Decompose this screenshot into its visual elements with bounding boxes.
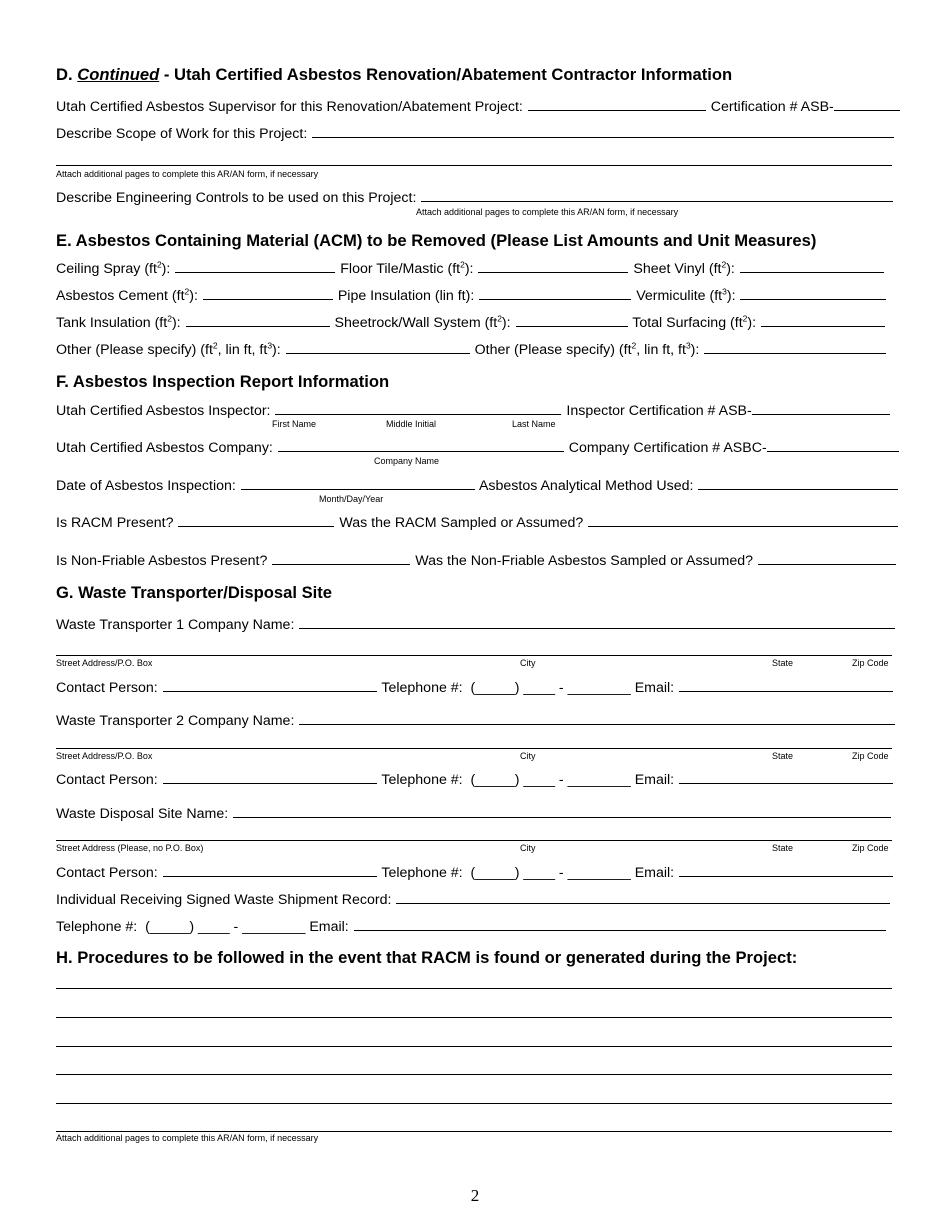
section-d-continued: Continued bbox=[77, 65, 160, 84]
tank-insulation-field[interactable] bbox=[186, 314, 330, 327]
scope-line-2[interactable] bbox=[56, 165, 892, 166]
transporter-2-telephone-field[interactable]: (_____) ____ - ________ bbox=[470, 772, 631, 788]
receiver-row bbox=[56, 890, 894, 910]
disposal-contact-field[interactable] bbox=[163, 864, 377, 877]
nonfriable-row bbox=[56, 551, 894, 571]
other-1-field[interactable] bbox=[286, 341, 470, 354]
inspector-label: Utah Certified Asbestos Inspector: bbox=[56, 403, 271, 419]
transporter-2-field[interactable] bbox=[299, 712, 895, 725]
date-row bbox=[56, 476, 894, 496]
transporter-2-row bbox=[56, 711, 894, 731]
acm-row-1 bbox=[56, 259, 894, 279]
company-row bbox=[56, 438, 894, 458]
disposal-city-caption: City bbox=[520, 843, 536, 853]
cert-field[interactable] bbox=[834, 98, 900, 111]
transporter-1-telephone-field[interactable]: (_____) ____ - ________ bbox=[470, 680, 631, 696]
floor-tile-label: Floor Tile/Mastic $(ft^2)$: bbox=[340, 259, 474, 277]
asbestos-cement-label: Asbestos Cement $(ft^2)$: bbox=[56, 286, 198, 304]
ceiling-spray-label: Ceiling Spray $(ft^2)$: bbox=[56, 259, 171, 277]
receiver-telephone-label: Telephone #: bbox=[56, 919, 138, 935]
total-surfacing-field[interactable] bbox=[761, 314, 885, 327]
nonfriable-present-field[interactable] bbox=[272, 552, 410, 565]
engineering-field[interactable] bbox=[421, 189, 893, 202]
engineering-row bbox=[56, 188, 894, 208]
scope-label: Describe Scope of Work for this Project: bbox=[56, 126, 308, 142]
section-f-heading: F. Asbestos Inspection Report Information bbox=[56, 372, 390, 391]
disposal-street-caption: Street Address (Please, no P.O. Box) bbox=[56, 843, 204, 853]
asbestos-cement-field[interactable] bbox=[203, 287, 333, 300]
transporter-1-zip-caption: Zip Code bbox=[852, 658, 889, 668]
engineering-attach-note: Attach additional pages to complete this AR/AN form, if necessary bbox=[416, 207, 679, 217]
transporter-2-contact-row bbox=[56, 770, 894, 790]
nonfriable-present-label: Is Non-Friable Asbestos Present? bbox=[56, 553, 268, 569]
inspector-cert-field[interactable] bbox=[752, 402, 890, 415]
company-cert-field[interactable] bbox=[767, 439, 899, 452]
transporter-2-address-line[interactable] bbox=[56, 748, 892, 749]
date-format-caption: Month/Day/Year bbox=[319, 494, 384, 504]
company-name-caption: Company Name bbox=[374, 456, 440, 466]
transporter-2-street-caption: Street Address/P.O. Box bbox=[56, 751, 153, 761]
pipe-insulation-label: Pipe Insulation (lin ft): bbox=[337, 288, 475, 304]
section-d-title: - Utah Certified Asbestos Renovation/Abatement Contractor Information bbox=[163, 65, 733, 84]
section-g-heading: G. Waste Transporter/Disposal Site bbox=[56, 583, 333, 602]
transporter-2-zip-caption: Zip Code bbox=[852, 751, 889, 761]
disposal-telephone-label: Telephone #: bbox=[381, 865, 463, 881]
pipe-insulation-field[interactable] bbox=[479, 287, 631, 300]
procedures-line-2[interactable] bbox=[56, 1017, 892, 1018]
procedures-line-3[interactable] bbox=[56, 1046, 892, 1047]
acm-row-4 bbox=[56, 340, 894, 360]
last-name-caption: Last Name bbox=[512, 419, 556, 429]
vermiculite-label: Vermiculite $(ft^3)$: bbox=[636, 286, 736, 304]
section-h-heading: H. Procedures to be followed in the event that RACM is found or generated during the Project: bbox=[56, 948, 798, 967]
transporter-2-contact-field[interactable] bbox=[163, 771, 377, 784]
transporter-2-email-field[interactable] bbox=[679, 771, 893, 784]
disposal-state-caption: State bbox=[772, 843, 794, 853]
transporter-1-contact-label: Contact Person: bbox=[56, 680, 158, 696]
transporter-1-email-field[interactable] bbox=[679, 679, 893, 692]
floor-tile-field[interactable] bbox=[478, 260, 628, 273]
receiver-email-label: Email: bbox=[309, 919, 349, 935]
method-field[interactable] bbox=[698, 477, 898, 490]
scope-row bbox=[56, 124, 894, 144]
method-label: Asbestos Analytical Method Used: bbox=[478, 478, 694, 494]
receiver-email-field[interactable] bbox=[354, 918, 886, 931]
transporter-2-label: Waste Transporter 2 Company Name: bbox=[56, 713, 295, 729]
company-field[interactable] bbox=[278, 439, 564, 452]
disposal-contact-label: Contact Person: bbox=[56, 865, 158, 881]
disposal-email-label: Email: bbox=[634, 865, 675, 881]
receiver-contact-row bbox=[56, 917, 894, 937]
section-e-heading: E. Asbestos Containing Material (ACM) to be Removed (Please List Amounts and Unit Measures) bbox=[56, 231, 817, 250]
vermiculite-field[interactable] bbox=[740, 287, 886, 300]
transporter-1-label: Waste Transporter 1 Company Name: bbox=[56, 617, 295, 633]
sheetrock-field[interactable] bbox=[516, 314, 628, 327]
other-2-label: Other (Please specify) ($ft^2$, lin ft, $ft^3$): bbox=[474, 340, 700, 358]
acm-row-3 bbox=[56, 313, 894, 333]
sheet-vinyl-label: Sheet Vinyl $(ft^2)$: bbox=[633, 259, 735, 277]
supervisor-field[interactable] bbox=[528, 98, 706, 111]
procedures-line-5[interactable] bbox=[56, 1103, 892, 1104]
transporter-1-contact-field[interactable] bbox=[163, 679, 377, 692]
disposal-telephone-field[interactable]: (_____) ____ - ________ bbox=[470, 865, 631, 881]
other-2-field[interactable] bbox=[704, 341, 886, 354]
sheetrock-label: Sheetrock/Wall System $(ft^2)$: bbox=[334, 313, 511, 331]
procedures-line-1[interactable] bbox=[56, 988, 892, 989]
nonfriable-sampled-label: Was the Non-Friable Asbestos Sampled or Assumed? bbox=[415, 553, 754, 569]
tank-insulation-label: Tank Insulation $(ft^2)$: bbox=[56, 313, 181, 331]
disposal-zip-caption: Zip Code bbox=[852, 843, 889, 853]
racm-sampled-label: Was the RACM Sampled or Assumed? bbox=[339, 515, 584, 531]
procedures-line-6[interactable] bbox=[56, 1131, 892, 1132]
racm-present-field[interactable] bbox=[178, 514, 334, 527]
transporter-1-address-line[interactable] bbox=[56, 655, 892, 656]
transporter-1-contact-row bbox=[56, 678, 894, 698]
page-number: 2 bbox=[470, 1186, 480, 1205]
racm-present-label: Is RACM Present? bbox=[56, 515, 174, 531]
nonfriable-sampled-field[interactable] bbox=[758, 552, 896, 565]
ceiling-spray-field[interactable] bbox=[175, 260, 335, 273]
inspector-row bbox=[56, 401, 894, 421]
transporter-2-email-label: Email: bbox=[634, 772, 675, 788]
disposal-address-line[interactable] bbox=[56, 840, 892, 841]
total-surfacing-label: Total Surfacing $(ft^2)$: bbox=[632, 313, 757, 331]
scope-field[interactable] bbox=[312, 125, 894, 138]
engineering-label: Describe Engineering Controls to be used on this Project: bbox=[56, 190, 417, 206]
transporter-2-state-caption: State bbox=[772, 751, 794, 761]
disposal-field[interactable] bbox=[233, 805, 891, 818]
receiver-label: Individual Receiving Signed Waste Shipment Record: bbox=[56, 892, 392, 908]
section-d-letter: D. bbox=[56, 65, 73, 84]
date-field[interactable] bbox=[241, 477, 475, 490]
cert-label: Certification # ASB- bbox=[710, 99, 834, 115]
transporter-1-row bbox=[56, 615, 894, 635]
procedures-attach-note: Attach additional pages to complete this AR/AN form, if necessary bbox=[56, 1133, 319, 1143]
middle-initial-caption: Middle Initial bbox=[386, 419, 437, 429]
transporter-1-email-label: Email: bbox=[634, 680, 675, 696]
disposal-row bbox=[56, 804, 894, 824]
transporter-1-telephone-label: Telephone #: bbox=[381, 680, 463, 696]
scope-attach-note: Attach additional pages to complete this AR/AN form, if necessary bbox=[56, 169, 319, 179]
inspector-cert-label: Inspector Certification # ASB- bbox=[566, 403, 752, 419]
other-1-label: Other (Please specify) ($ft^2$, lin ft, $ft^3$): bbox=[56, 340, 281, 358]
company-cert-label: Company Certification # ASBC- bbox=[568, 440, 767, 456]
transporter-1-city-caption: City bbox=[520, 658, 536, 668]
inspector-name-field[interactable] bbox=[275, 402, 561, 415]
transporter-2-contact-label: Contact Person: bbox=[56, 772, 158, 788]
date-label: Date of Asbestos Inspection: bbox=[56, 478, 236, 494]
sheet-vinyl-field[interactable] bbox=[740, 260, 884, 273]
receiver-field[interactable] bbox=[396, 891, 890, 904]
company-label: Utah Certified Asbestos Company: bbox=[56, 440, 273, 456]
transporter-1-field[interactable] bbox=[299, 616, 895, 629]
supervisor-row bbox=[56, 97, 894, 117]
transporter-1-street-caption: Street Address/P.O. Box bbox=[56, 658, 153, 668]
disposal-label: Waste Disposal Site Name: bbox=[56, 806, 229, 822]
receiver-telephone-field[interactable]: (_____) ____ - ________ bbox=[145, 919, 306, 935]
transporter-2-city-caption: City bbox=[520, 751, 536, 761]
procedures-line-4[interactable] bbox=[56, 1074, 892, 1075]
supervisor-label: Utah Certified Asbestos Supervisor for this Renovation/Abatement Project: bbox=[56, 99, 523, 115]
section-d-heading bbox=[56, 64, 732, 86]
disposal-contact-row bbox=[56, 863, 894, 883]
disposal-email-field[interactable] bbox=[679, 864, 893, 877]
acm-row-2 bbox=[56, 286, 894, 306]
racm-row bbox=[56, 513, 894, 533]
transporter-2-telephone-label: Telephone #: bbox=[381, 772, 463, 788]
racm-sampled-field[interactable] bbox=[588, 514, 898, 527]
first-name-caption: First Name bbox=[272, 419, 317, 429]
transporter-1-state-caption: State bbox=[772, 658, 794, 668]
